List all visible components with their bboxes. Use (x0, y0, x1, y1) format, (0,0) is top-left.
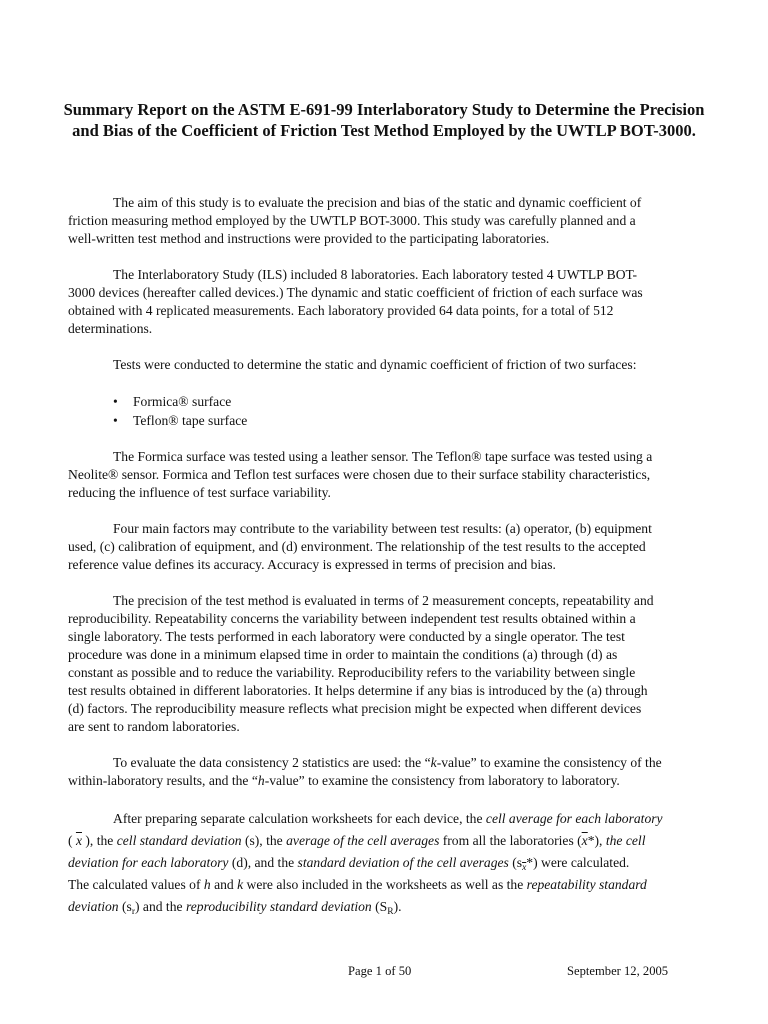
text-line: procedure was done in a minimum elapsed time in order to maintain the conditions (a) through (d) as (68, 647, 618, 662)
list-item: • Formica® surface (133, 392, 724, 411)
text-line (68, 874, 724, 896)
paragraph-precision (68, 592, 724, 736)
text-line: well-written test method and instructions were provided to the participating laboratories. (68, 231, 550, 246)
text-run: -value” to examine the consistency of the (436, 755, 662, 770)
text-run: (s), the (241, 833, 287, 848)
title-line: Summary Report on the ASTM E-691-99 Interlaboratory Study to Determine the Precision (63, 100, 705, 119)
document-title (40, 99, 728, 141)
text-run: ). (393, 899, 402, 914)
document-body (68, 194, 724, 936)
paragraph-worksheets (68, 808, 724, 918)
text-run: *), (587, 833, 606, 848)
text-line: Neolite® sensor. Formica and Teflon test surfaces were chosen due to their surface stability characteristics, (68, 467, 651, 482)
text-run: After preparing separate calculation worksheets for each device, the (113, 811, 486, 826)
text-run: within-laboratory results, and the “ (68, 773, 258, 788)
text-line: The Interlaboratory Study (ILS) included 8 laboratories. Each laboratory tested 4 UWTLP BOT- (113, 267, 638, 282)
text-line (68, 852, 724, 874)
text-line: constant as possible and to reduce the variability. Reproducibility refers to the variability between single (68, 665, 636, 680)
subscript-r: r (131, 907, 135, 917)
x-bar-symbol: $\overline{x}$ (75, 833, 82, 848)
k-symbol: k (430, 755, 437, 770)
text-run: To evaluate the data consistency 2 statistics are used: the “ (113, 755, 431, 770)
text-run: were also included in the worksheets as well as the (243, 877, 527, 892)
text-line: 3000 devices (hereafter called devices.) The dynamic and static coefficient of friction of each surface was (68, 285, 643, 300)
text-run: -value” to examine the consistency from laboratory to laboratory. (264, 773, 620, 788)
paragraph-sensors (68, 448, 724, 502)
x-bar-symbol: $\overline{x}$ (581, 833, 588, 848)
italic-term: reproducibility standard deviation (185, 899, 372, 914)
italic-term: repeatability standard (526, 877, 647, 892)
footer-date: September 12, 2005 (567, 964, 669, 978)
h-symbol: h (257, 773, 265, 788)
italic-term: cell average for each laboratory (485, 811, 663, 826)
surface-list (68, 392, 724, 430)
text-run: ) and the (134, 899, 186, 914)
text-line: (d) factors. The reproducibility measure reflects what precision might be expected when different devices (68, 701, 642, 716)
paragraph-factors (68, 520, 724, 574)
paragraph-tests: Tests were conducted to determine the static and dynamic coefficient of friction of two surfaces: (113, 357, 637, 372)
paragraph-consistency (68, 754, 724, 790)
h-symbol: h (203, 877, 211, 892)
page-number: Page 1 of 50 (348, 964, 412, 978)
paragraph-ils (68, 266, 724, 338)
text-run: The calculated values of (68, 877, 204, 892)
text-run: ( (68, 833, 76, 848)
italic-term: average of the cell averages (286, 833, 440, 848)
list-item: • Teflon® tape surface (133, 411, 724, 430)
text-run: and (210, 877, 238, 892)
text-line: friction measuring method employed by the UWTLP BOT-3000. This study was carefully planned and a (68, 213, 636, 228)
text-line: determinations. (68, 321, 153, 336)
text-line: single laboratory. The tests performed in each laboratory were conducted by a single operator. The test (68, 629, 625, 644)
text-line: The aim of this study is to evaluate the precision and bias of the static and dynamic coefficient of (113, 195, 642, 210)
text-line: reducing the influence of test surface variability. (68, 485, 331, 500)
text-line (68, 754, 724, 772)
paragraph-aim (68, 194, 724, 248)
text-line: used, (c) calibration of equipment, and (d) environment. The relationship of the test results to the accepted (68, 539, 646, 554)
text-run: ), the (81, 833, 117, 848)
text-run: (s (508, 855, 523, 870)
text-line (68, 896, 724, 918)
text-line: are sent to random laboratories. (68, 719, 240, 734)
text-line: reference value defines its accuracy. Accuracy is expressed in terms of precision and bias. (68, 557, 556, 572)
text-run: (s (118, 899, 132, 914)
title-line: and Bias of the Coefficient of Friction Test Method Employed by the UWTLP BOT-3000. (72, 121, 696, 140)
text-line: obtained with 4 replicated measurements. Each laboratory provided 64 data points, for a total of 512 (68, 303, 614, 318)
text-line (68, 808, 724, 830)
text-run: (d), and the (228, 855, 298, 870)
text-run: (S (371, 899, 388, 914)
italic-term: standard deviation of the cell averages (297, 855, 509, 870)
text-line: Four main factors may contribute to the variability between test results: (a) operator, (b) equipment (113, 521, 652, 536)
italic-term: cell standard deviation (116, 833, 242, 848)
x-bar-symbol: x (522, 863, 527, 873)
text-line: test results obtained in different laboratories. It helps determine if any bias is introduced by the (a) through (68, 683, 648, 698)
italic-term: the cell (605, 833, 646, 848)
text-line: reproducibility. Repeatability concerns the variability between independent test results obtained within a (68, 611, 636, 626)
text-run: *) were calculated. (526, 855, 630, 870)
text-line: The Formica surface was tested using a leather sensor. The Teflon® tape surface was tested using a (113, 449, 653, 464)
italic-term: deviation for each laboratory (68, 855, 229, 870)
text-line (68, 830, 724, 852)
text-line (68, 772, 724, 790)
text-line: The precision of the test method is evaluated in terms of 2 measurement concepts, repeatability and (113, 593, 654, 608)
text-run: from all the laboratories ( (439, 833, 582, 848)
italic-term: deviation (68, 899, 119, 914)
subscript-R: R (387, 907, 394, 917)
k-symbol: k (237, 877, 244, 892)
